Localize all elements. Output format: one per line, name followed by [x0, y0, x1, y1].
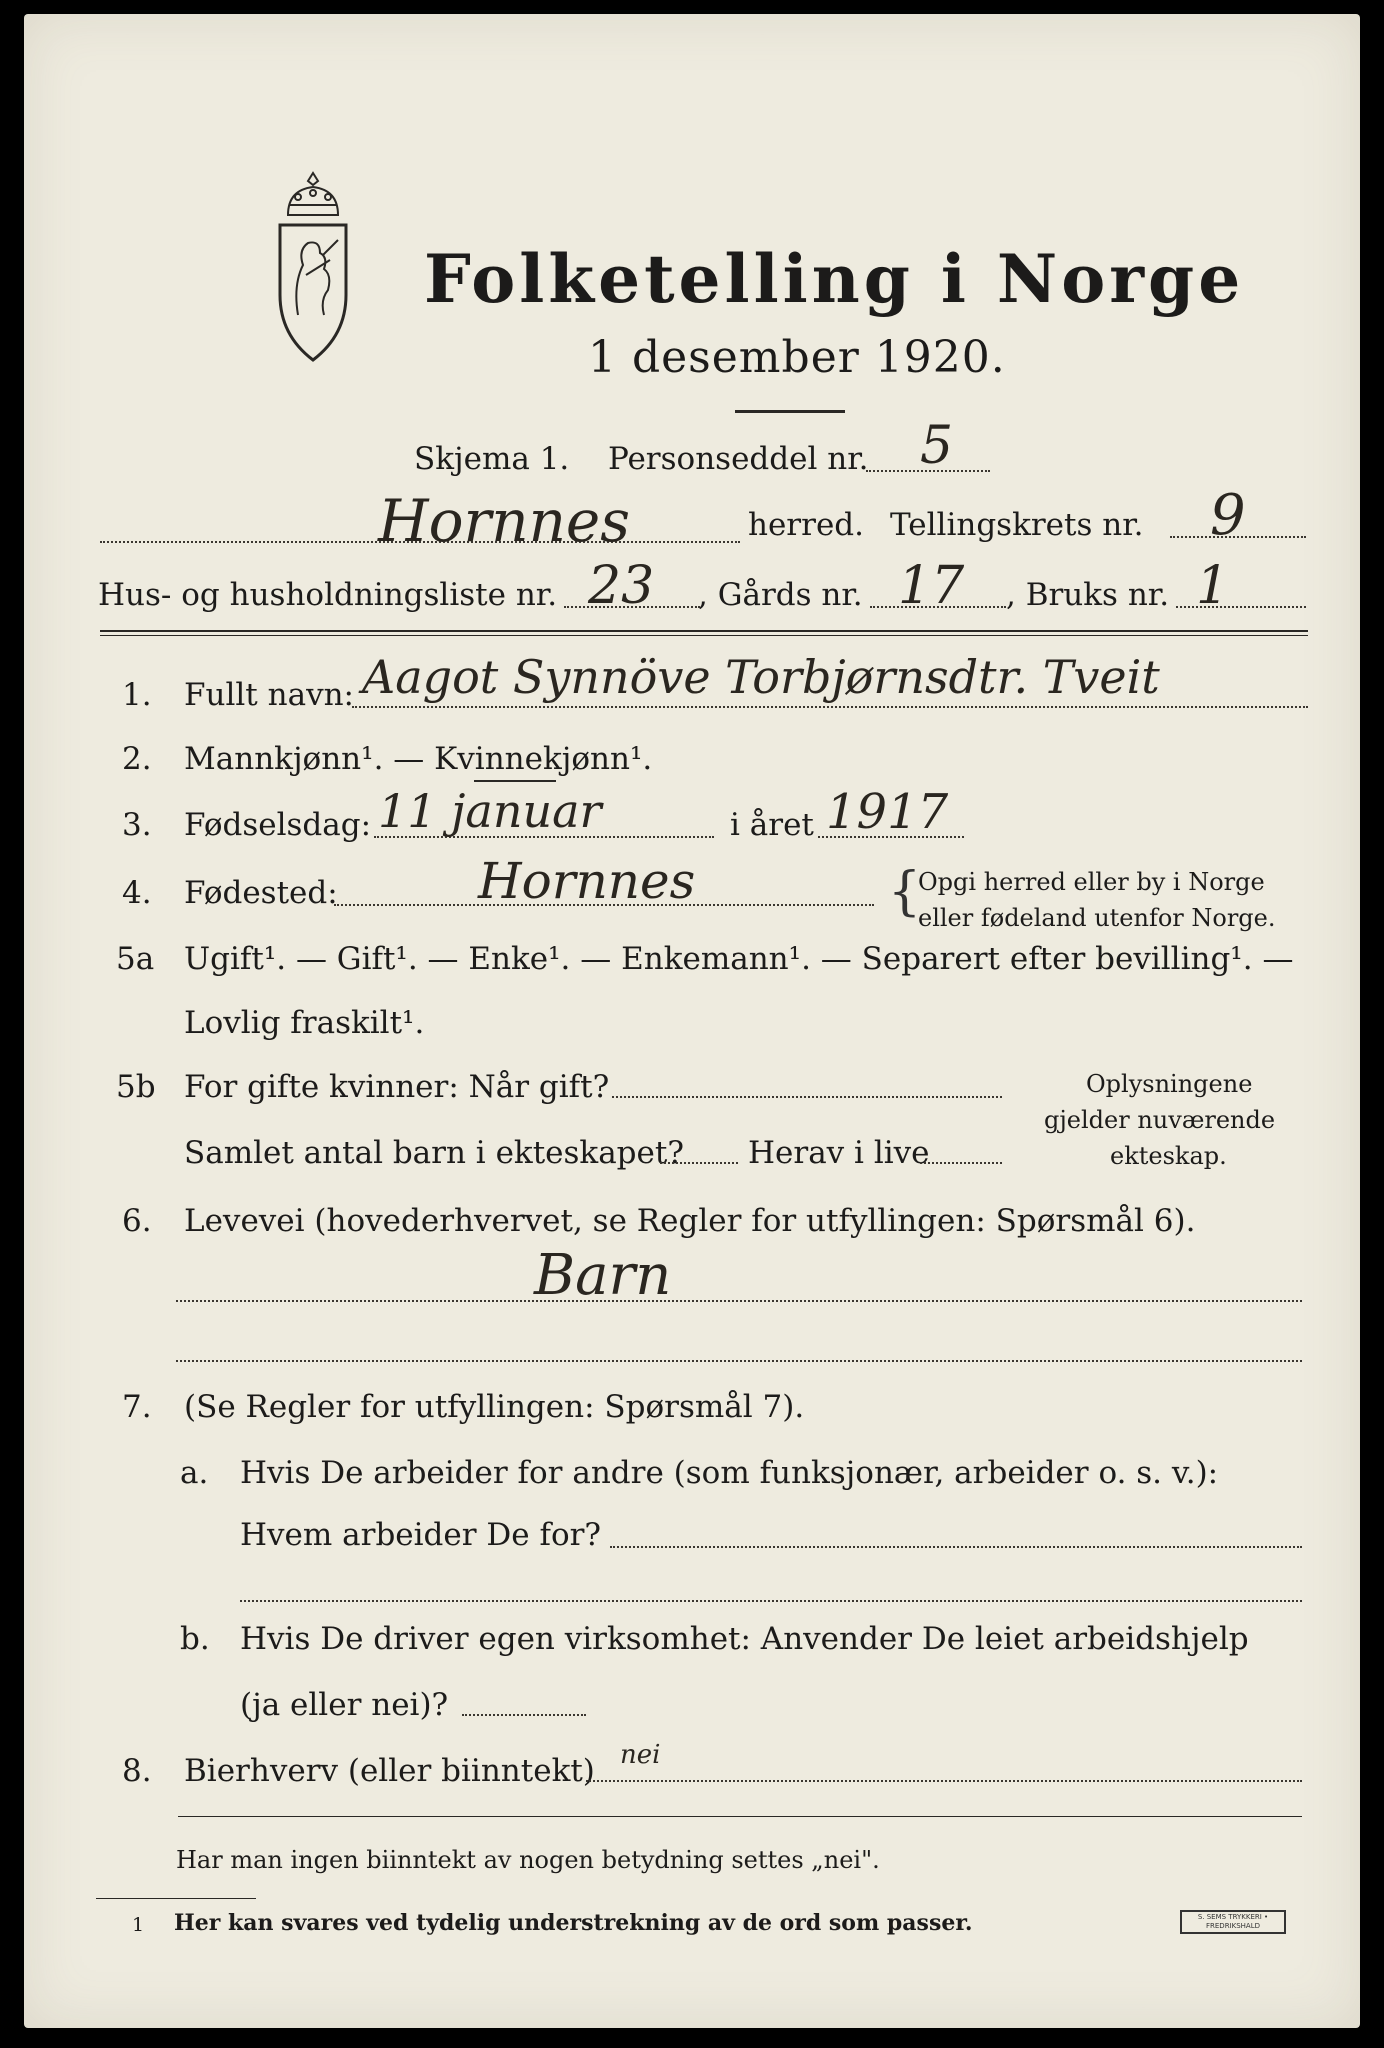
- q7b-line: [462, 1714, 586, 1716]
- q5a-label-line2: Lovlig fraskilt¹.: [184, 1005, 425, 1041]
- q3-year-value: 1917: [826, 784, 949, 840]
- footer-note: Har man ingen biinntekt av nogen betydning settes „nei".: [176, 1846, 880, 1874]
- q1-line: [352, 706, 1308, 708]
- bruks-value: 1: [1196, 556, 1230, 616]
- q8-label: Bierhverv (eller biinntekt): [184, 1753, 595, 1789]
- q5b-when-line: [612, 1096, 1002, 1098]
- tellingskrets-value: 9: [1210, 483, 1246, 548]
- herred-label: herred.: [748, 507, 864, 543]
- tellingskrets-label: Tellingskrets nr.: [890, 507, 1144, 543]
- q7-number: 7.: [122, 1389, 152, 1425]
- q6-value: Barn: [534, 1243, 672, 1308]
- q3-year-label: i året: [730, 807, 814, 843]
- q5b-note-line2: gjelder nuværende: [1044, 1106, 1276, 1134]
- q7a-label-line1: Hvis De arbeider for andre (som funksjonær, arbeider o. s. v.):: [240, 1455, 1219, 1491]
- gards-value: 17: [898, 556, 965, 616]
- q5b-number: 5b: [116, 1069, 156, 1105]
- q8-value: nei: [620, 1740, 661, 1770]
- footnote-text: Her kan svares ved tydelig understrekning av de ord som passer.: [174, 1910, 973, 1936]
- title-divider: [735, 410, 845, 413]
- q7b-letter: b.: [180, 1621, 210, 1657]
- norwegian-coat-of-arms-icon: [258, 165, 368, 365]
- q7a-line2: [240, 1600, 1302, 1602]
- q3-value: 11 januar: [378, 784, 602, 838]
- q3-number: 3.: [122, 807, 152, 843]
- q6-label: Levevei (hovederhvervet, se Regler for utfyllingen: Spørsmål 6).: [184, 1203, 1196, 1239]
- q5b-label-line1: For gifte kvinner: Når gift?: [184, 1069, 610, 1105]
- q5b-alive-line: [920, 1162, 1002, 1164]
- census-date: 1 desember 1920.: [588, 332, 1006, 383]
- q2-label: Mannkjønn¹. — Kvinnekjønn¹.: [184, 741, 653, 777]
- q5b-label-line3: Herav i live: [748, 1135, 930, 1171]
- q7a-line1: [610, 1546, 1302, 1548]
- q5a-number: 5a: [116, 941, 155, 977]
- hus-value: 23: [588, 556, 655, 616]
- q6-number: 6.: [122, 1203, 152, 1239]
- q5a-label-line1: Ugift¹. — Gift¹. — Enke¹. — Enkemann¹. — Separert efter bevilling¹. —: [184, 941, 1294, 977]
- q5b-note-line1: Oplysningene: [1086, 1070, 1253, 1098]
- gards-label: , Gårds nr.: [698, 577, 863, 613]
- q1-value: Aagot Synnöve Torbjørnsdtr. Tveit: [362, 650, 1160, 704]
- q2-selected-underline: [474, 780, 556, 782]
- q4-note-line1: Opgi herred eller by i Norge: [918, 868, 1265, 896]
- header-divider-2: [100, 635, 1308, 636]
- bruks-label: , Bruks nr.: [1006, 577, 1170, 613]
- q8-number: 8.: [122, 1753, 152, 1789]
- q7b-label-line2: (ja eller nei)?: [240, 1687, 449, 1723]
- q5b-note-line3: ekteskap.: [1110, 1142, 1227, 1170]
- q7a-letter: a.: [180, 1455, 209, 1491]
- q7-label: (Se Regler for utfyllingen: Spørsmål 7).: [184, 1389, 805, 1425]
- footnote-divider: [96, 1898, 256, 1899]
- q4-label: Fødested:: [184, 875, 338, 911]
- skjema-label: Skjema 1.: [414, 441, 570, 477]
- q3-label: Fødselsdag:: [184, 807, 372, 843]
- q5b-children-line: [660, 1162, 738, 1164]
- q6-line2: [176, 1360, 1302, 1362]
- personseddel-value: 5: [920, 416, 954, 476]
- q1-label: Fullt navn:: [184, 677, 354, 713]
- q1-number: 1.: [122, 677, 152, 713]
- hus-label: Hus- og husholdningsliste nr.: [98, 577, 558, 613]
- q8-line: [586, 1780, 1302, 1782]
- q2-number: 2.: [122, 741, 152, 777]
- printer-stamp: S. SEMS TRYKKERI • FREDRIKSHALD: [1180, 1910, 1286, 1934]
- footnote-mark: 1: [132, 1914, 145, 1936]
- q5b-label-line2: Samlet antal barn i ekteskapet?: [184, 1135, 684, 1171]
- q7b-label-line1: Hvis De driver egen virksomhet: Anvender De leiet arbeidshjelp: [240, 1621, 1249, 1657]
- footer-divider: [178, 1816, 1302, 1817]
- q4-number: 4.: [122, 875, 152, 911]
- personseddel-label: Personseddel nr.: [608, 441, 869, 477]
- q7a-label-line2: Hvem arbeider De for?: [240, 1517, 602, 1553]
- q4-note-line2: eller fødeland utenfor Norge.: [918, 904, 1276, 932]
- q6-line1: [176, 1300, 1302, 1302]
- form-title: Folketelling i Norge: [424, 240, 1245, 318]
- herred-value: Hornnes: [378, 487, 631, 555]
- header-divider: [100, 630, 1308, 632]
- q4-value: Hornnes: [478, 852, 696, 910]
- q4-brace: {: [888, 862, 922, 922]
